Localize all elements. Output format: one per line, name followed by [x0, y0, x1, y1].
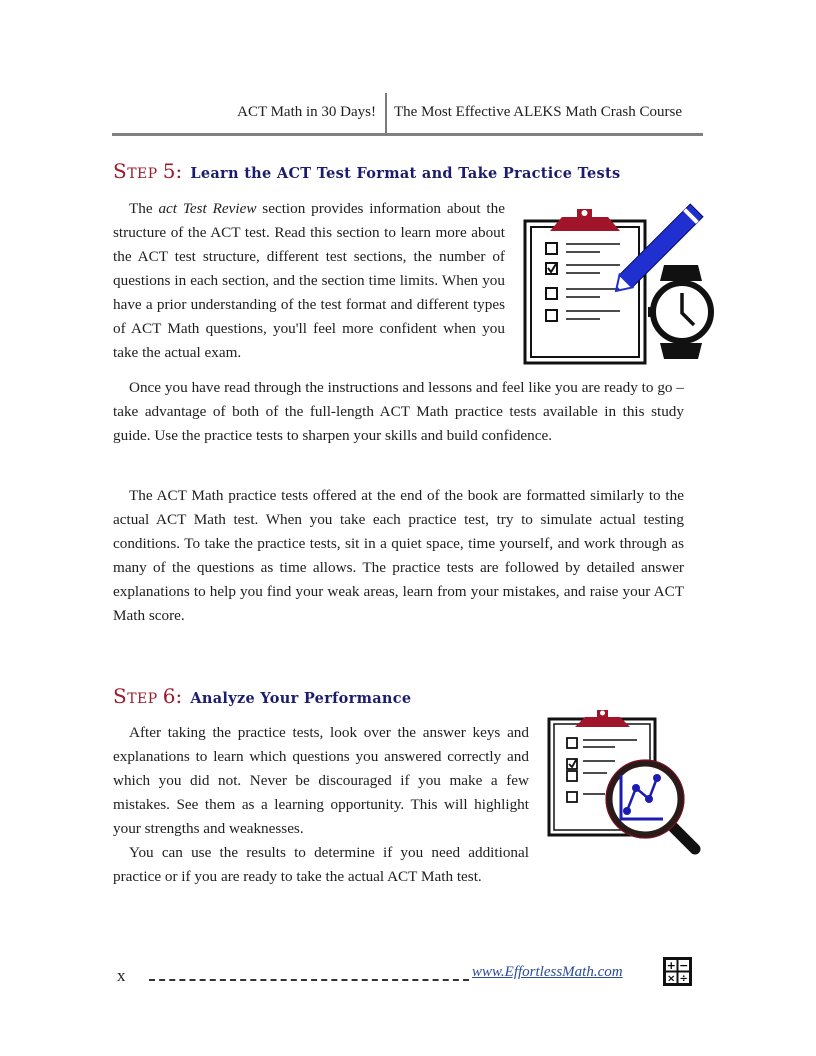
book-title: ACT Math in 30 Days!	[237, 104, 376, 120]
header-divider	[385, 93, 387, 136]
text-run: The	[129, 200, 159, 217]
svg-text:×: ×	[667, 973, 676, 985]
dotted-leader	[149, 979, 469, 981]
step-5-heading	[113, 159, 620, 183]
step-5-paragraph-3: The ACT Math practice tests offered at the end of the book are formatted similarly to the actual ACT Math test. When you take each practice test, try to simulate actual testing conditions. To take the practice tests, sit in a quiet space, time yourself, and work through as many of the questions as time allows. The practice tests are followed by detailed answer explanations to help you find your weak areas, learn from your mistakes, and raise your ACT Math score.	[113, 487, 684, 624]
calculator-icon	[662, 956, 693, 987]
step-6-paragraph-1: After taking the practice tests, look over the answer keys and explanations to learn which questions you answered correctly and which you did not. Never be discouraged if you make a few mistakes. See them as a learning opportunity. This will highlight your strengths and weaknesses.	[113, 724, 529, 837]
svg-text:÷: ÷	[679, 973, 688, 985]
step-number: 6:	[162, 684, 183, 708]
step-title: Analyze Your Performance	[190, 690, 412, 707]
running-header	[112, 93, 703, 135]
step-6-heading	[113, 684, 411, 708]
clipboard-pencil-watch-icon	[520, 203, 720, 365]
header-rule	[112, 133, 703, 136]
clipboard-magnifier-chart-icon	[545, 707, 705, 857]
step-6-paragraph-2: You can use the results to determine if you need additional practice or if you are ready to take the actual ACT Math test.	[113, 844, 529, 885]
step-title: Learn the ACT Test Format and Take Practice Tests	[190, 165, 621, 182]
svg-text:+: +	[666, 959, 676, 972]
website-link[interactable]: www.EffortlessMath.com	[472, 964, 623, 980]
step-5-paragraph-1	[113, 197, 505, 365]
step-label: STEP	[113, 159, 158, 183]
step-label: STEP	[113, 684, 158, 708]
page-footer	[113, 959, 703, 992]
section-name-italic: act Test Review	[158, 200, 257, 217]
book-subtitle: The Most Effective ALEKS Math Crash Course	[394, 104, 683, 120]
text-run: section provides information about the structure of the ACT test. Read this section to learn more about the ACT test structure, different test sections, the number of questions in each section, and the section time limits. When you have a prior understanding of the test format and different types of ACT Math questions, you'll feel more confident when you take the actual exam.	[113, 200, 505, 361]
svg-text:−: −	[679, 959, 689, 972]
page-number: x	[117, 966, 126, 985]
step-5-paragraph-2: Once you have read through the instructions and lessons and feel like you are ready to go – take advantage of both of the full-length ACT Math practice tests available in this study guide. Use the practice tests to sharpen your skills and build confidence.	[113, 379, 684, 444]
step-number: 5:	[162, 159, 183, 183]
